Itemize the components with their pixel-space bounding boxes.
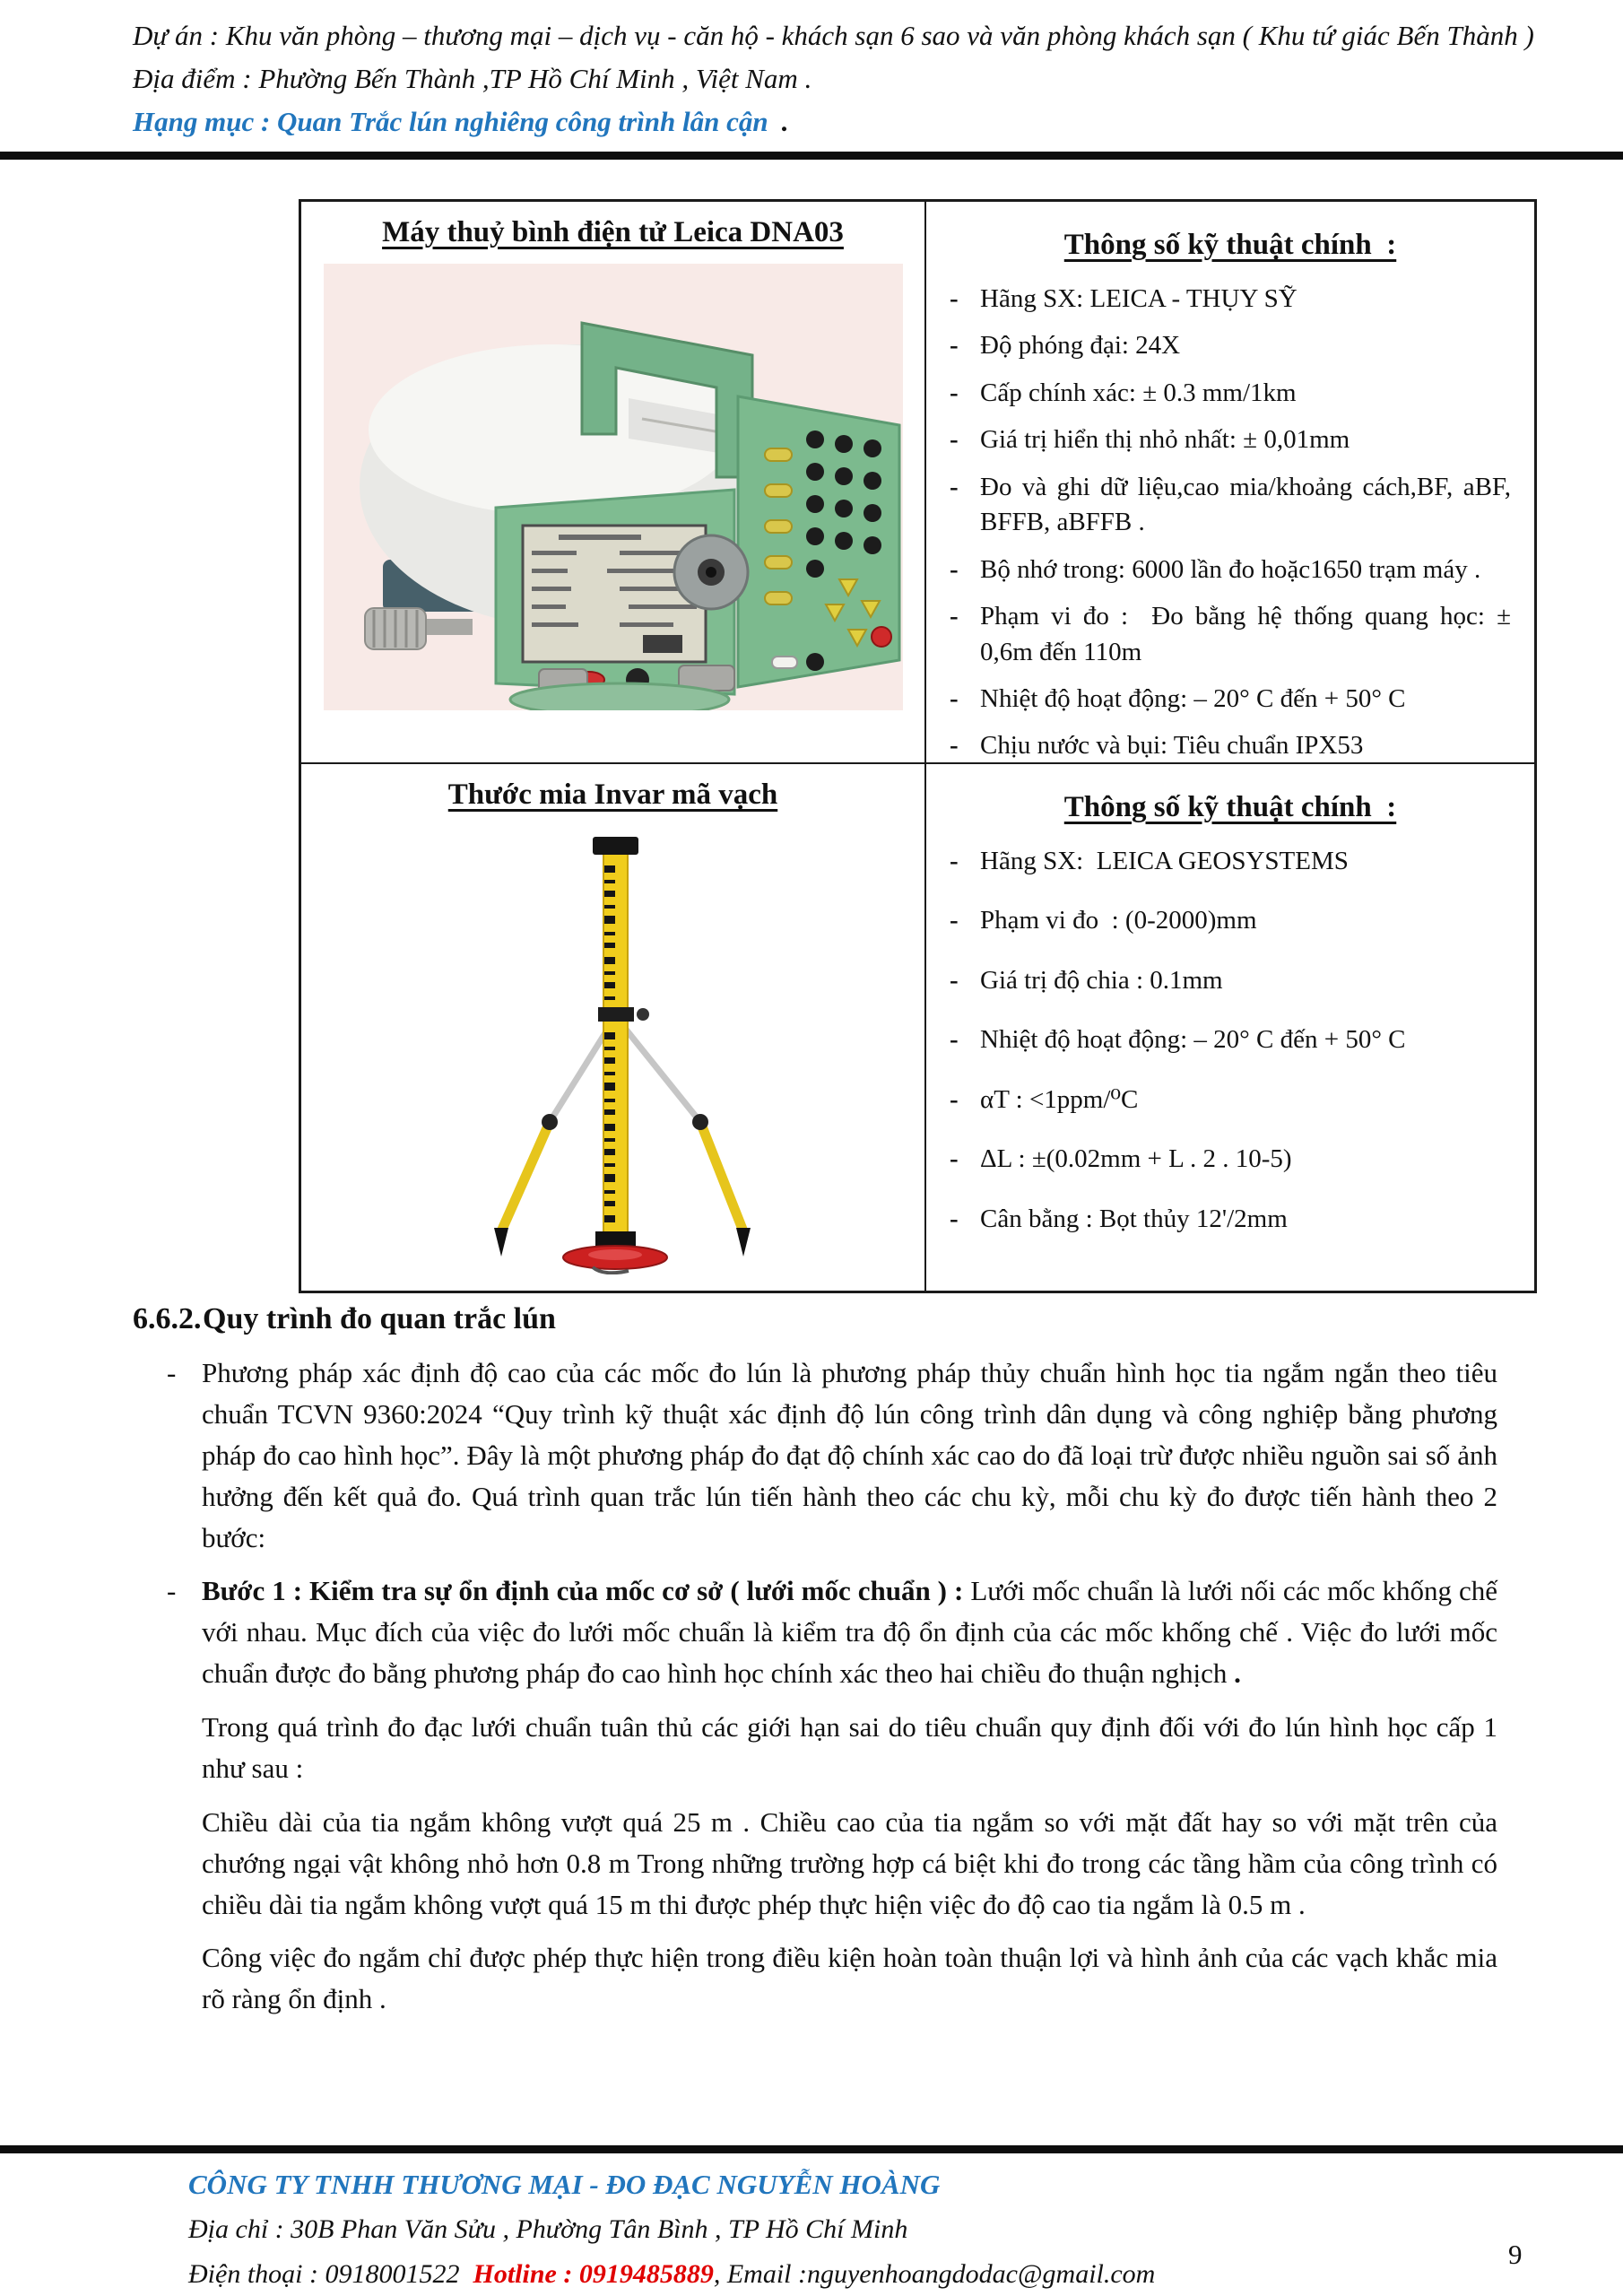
dash-bullet: - xyxy=(950,425,959,455)
dash-bullet: - xyxy=(950,731,959,761)
spec-text: Chịu nước và bụi: Tiêu chuẩn IPX53 xyxy=(980,731,1364,761)
spec-item xyxy=(950,552,1511,587)
project-header xyxy=(133,14,1549,144)
footer-contact xyxy=(188,2252,1497,2296)
spec-text: Hãng SX: LEICA GEOSYSTEMS xyxy=(980,847,1349,875)
spec-text: Phạm vi đo : Đo bằng hệ thống quang học: ± 0,6m đến 110m xyxy=(980,602,1511,666)
spec-item xyxy=(950,963,1511,998)
paragraph-text: Chiều dài của tia ngắm không vượt quá 25 m . Chiều cao của tia ngắm so với mặt đất hay so với mặt trên của chướng ngại vật không nhỏ hơn 0.8 m Trong những trường hợp cá biệt khi đo trong các tầng hầm của công trình có chiều dài tia ngắm không vượt quá 15 m thi được phép thực hiện việc đo độ cao tia ngắm là 0.5 m . xyxy=(202,1805,1497,1920)
spec-item xyxy=(950,1142,1511,1177)
dash-bullet: - xyxy=(950,472,959,501)
spec-text: Cấp chính xác: ± 0.3 mm/1km xyxy=(980,378,1297,407)
section-number: 6.6.2. xyxy=(133,1302,202,1335)
spec-text: ΔL : ±(0.02mm + L . 2 . 10-5) xyxy=(980,1144,1292,1174)
footer-email: , Email :nguyenhoangdodac@gmail.com xyxy=(713,2259,1156,2290)
dash-bullet: - xyxy=(950,683,959,713)
spec-item xyxy=(950,682,1511,717)
section-title: Quy trình đo quan trắc lún xyxy=(203,1302,556,1335)
paragraph xyxy=(133,1570,1497,1694)
section-662 xyxy=(133,1302,1497,2032)
dash-bullet: - xyxy=(167,1357,177,1388)
spec-text: Độ phóng đại: 24X xyxy=(980,331,1181,361)
dash-bullet: - xyxy=(950,847,959,875)
paragraph-text: Trong quá trình đo đạc lưới chuẩn tuân thủ các giới hạn sai do tiêu chuẩn quy định đối với đo lún hình học cấp 1 như sau : xyxy=(202,1711,1497,1784)
category-line xyxy=(133,100,1549,144)
device-specs-title: Thông số kỹ thuật chính : xyxy=(1063,229,1397,261)
paragraph xyxy=(133,1352,1497,1558)
spec-item xyxy=(950,599,1511,670)
dash-bullet: - xyxy=(950,554,959,584)
spec-item xyxy=(950,470,1511,541)
spec-item xyxy=(950,376,1511,411)
spec-text: Giá trị độ chia : 0.1mm xyxy=(980,965,1223,995)
dash-bullet: - xyxy=(950,378,959,407)
spec-item xyxy=(950,1202,1511,1237)
spec-text: Đo và ghi dữ liệu,cao mia/khoảng cách,BF, aBF, BFFB, aBFFB . xyxy=(980,472,1511,537)
footer-company: CÔNG TY TNHH THƯƠNG MẠI - ĐO ĐẠC NGUYỄN HOÀNG xyxy=(188,2169,941,2200)
spec-item xyxy=(950,328,1511,363)
spec-item xyxy=(950,422,1511,457)
spec-text: αT : <1ppm/⁰C xyxy=(980,1084,1139,1114)
dash-bullet: - xyxy=(950,1204,959,1233)
paragraph-text: Công việc đo ngắm chỉ được phép thực hiện trong điều kiện hoàn toàn thuận lợi và hình ảnh của các vạch khắc mia rõ ràng ổn định . xyxy=(202,1942,1497,2015)
spec-text: Phạm vi đo : (0-2000)mm xyxy=(980,906,1257,935)
staff-photo xyxy=(324,826,903,1274)
header-rule xyxy=(0,152,1623,160)
dash-bullet: - xyxy=(950,331,959,361)
section-paragraphs xyxy=(133,1352,1497,2020)
staff-specs-list xyxy=(950,844,1511,1237)
spec-item xyxy=(950,903,1511,938)
spec-item xyxy=(950,844,1511,879)
dash-bullet: - xyxy=(950,602,959,631)
device-photo xyxy=(324,264,903,710)
spec-item xyxy=(950,1083,1511,1118)
device-title: Máy thuỷ bình điện tử Leica DNA03 xyxy=(382,216,844,248)
paragraph-text: Bước 1 : Kiểm tra sự ổn định của mốc cơ sở ( lưới mốc chuẩn ) : Lưới mốc chuẩn là lưới nối các mốc khống chế với nhau. Mục đích của việc đo lưới mốc chuẩn là kiểm tra độ ổn định của các mốc khống chế . Việc đo lưới mốc chuẩn được đo bằng phương pháp đo cao hình học chính xác theo hai chiều đo thuận nghịch . xyxy=(202,1575,1497,1690)
paragraph-text: Phương pháp xác định độ cao của các mốc đo lún là phương pháp thủy chuẩn hình học tia ngắm ngắn theo tiêu chuẩn TCVN 9360:2024 “Quy trình kỹ thuật xác định độ lún công trình dân dụng và công nghiệp bằng phương pháp đo cao hình học”. Đây là một phương pháp đo đạt độ chính xác cao do đã loại trừ được nhiều nguồn sai số ảnh hưởng đến kết quả đo. Quá trình quan trắc lún tiến hành theo các chu kỳ, mỗi chu kỳ đo được tiến hành theo 2 bước: xyxy=(202,1357,1497,1553)
category-text: Hạng mục : Quan Trắc lún nghiêng công trình lân cận xyxy=(133,106,768,138)
spec-item xyxy=(950,728,1511,763)
category-period: . xyxy=(780,106,788,138)
dash-bullet: - xyxy=(950,284,959,313)
footer-hotline: Hotline : 0919485889 xyxy=(473,2259,714,2290)
leica-dna03-illustration xyxy=(324,264,903,710)
dash-bullet: - xyxy=(950,1084,959,1114)
staff-specs-title: Thông số kỹ thuật chính : xyxy=(1063,791,1397,823)
project-line: Dự án : Khu văn phòng – thương mại – dịch vụ - căn hộ - khách sạn 6 sao và văn phòng khách sạn ( Khu tứ giác Bến Thành ) xyxy=(133,20,1534,51)
staff-title: Thước mia Invar mã vạch xyxy=(447,778,778,811)
paragraph xyxy=(133,1937,1497,2020)
footer-phone: Điện thoại : 0918001522 xyxy=(188,2259,460,2290)
device-specs-list xyxy=(950,282,1511,764)
dash-bullet: - xyxy=(950,1025,959,1055)
invar-staff-illustration xyxy=(324,826,903,1274)
dash-bullet: - xyxy=(950,1144,959,1174)
equipment-table xyxy=(299,199,1537,1293)
footer-rule xyxy=(0,2145,1623,2153)
dash-bullet: - xyxy=(167,1575,177,1607)
dash-bullet: - xyxy=(950,965,959,995)
page-number: 9 xyxy=(1508,2239,1523,2270)
spec-text: Hãng SX: LEICA - THỤY SỸ xyxy=(980,284,1298,313)
staff-cell xyxy=(301,764,926,1291)
device-cell xyxy=(301,202,926,764)
device-specs-cell xyxy=(926,202,1534,764)
staff-specs-cell xyxy=(926,764,1534,1291)
location-line: Địa điểm : Phường Bến Thành ,TP Hồ Chí Minh , Việt Nam . xyxy=(133,63,812,95)
spec-item xyxy=(950,282,1511,317)
spec-text: Cân bằng : Bọt thủy 12'/2mm xyxy=(980,1204,1288,1233)
spec-text: Bộ nhớ trong: 6000 lần đo hoặc1650 trạm máy . xyxy=(980,554,1481,584)
spec-item xyxy=(950,1022,1511,1057)
spec-text: Giá trị hiển thị nhỏ nhất: ± 0,01mm xyxy=(980,425,1350,455)
spec-text: Nhiệt độ hoạt động: – 20° C đến + 50° C xyxy=(980,1025,1406,1055)
page-footer xyxy=(188,2161,1497,2296)
footer-address: Địa chỉ : 30B Phan Văn Sửu , Phường Tân Bình , TP Hồ Chí Minh xyxy=(188,2214,908,2245)
paragraph xyxy=(133,1707,1497,1789)
dash-bullet: - xyxy=(950,906,959,935)
spec-text: Nhiệt độ hoạt động: – 20° C đến + 50° C xyxy=(980,683,1406,713)
section-heading xyxy=(133,1302,1497,1336)
paragraph xyxy=(133,1802,1497,1926)
